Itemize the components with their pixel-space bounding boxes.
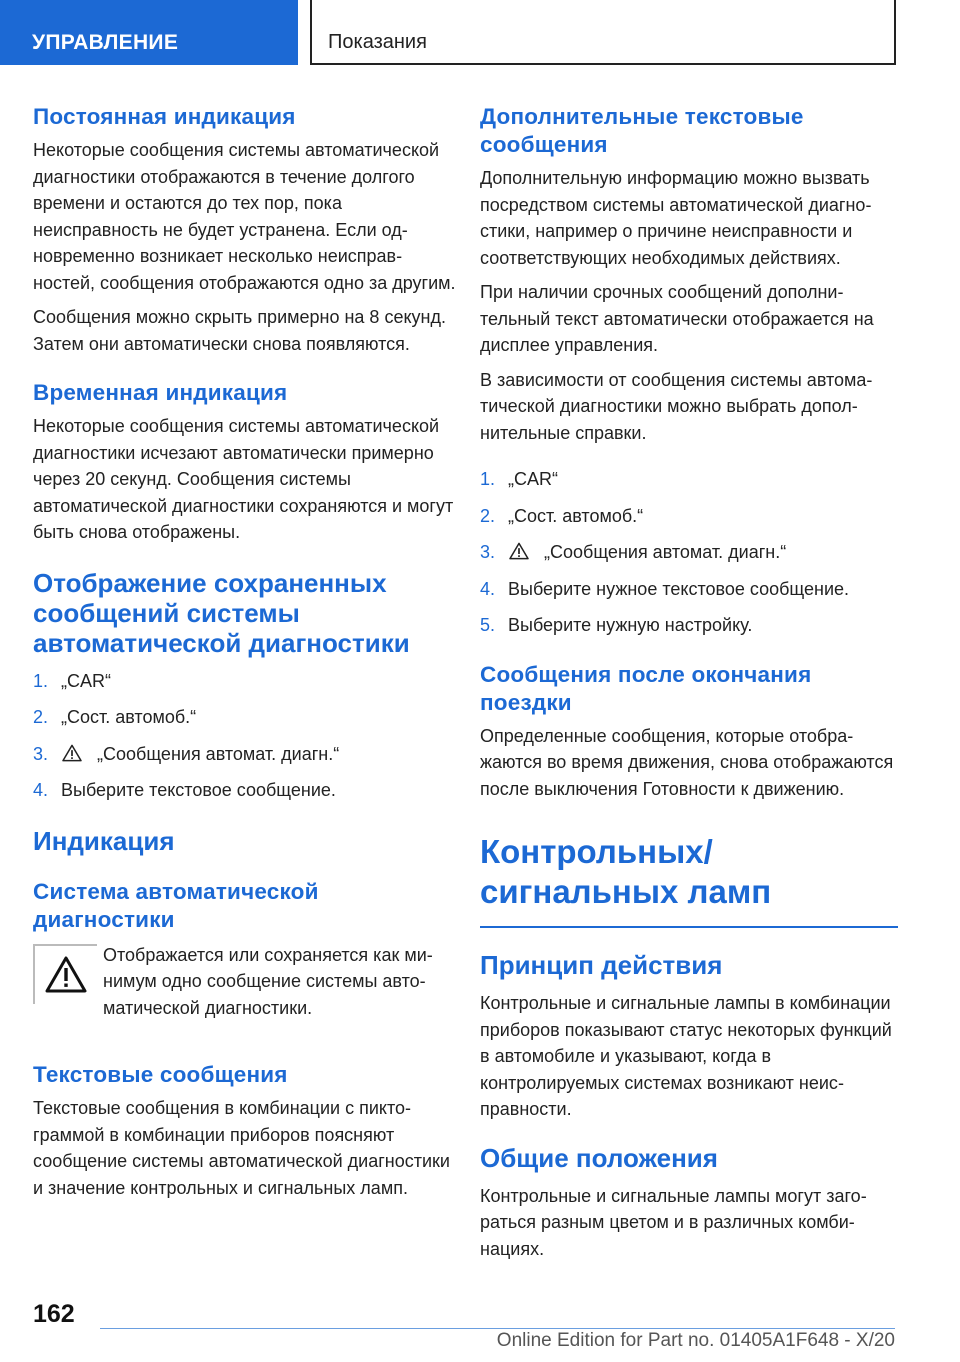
steps-list [33, 668, 458, 804]
list-item: 4. Выберите текстовое сообщение. [33, 780, 336, 800]
paragraph: Контрольные и сигнальные лампы в комбинации приборов показывают статус некоторых функций в автомобиле и указывают, когда в контролируемых системах возникают неисправности. [480, 993, 892, 1119]
heading-indication: Индикация [33, 825, 175, 856]
heading-permanent-indication: Постоянная индикация [33, 104, 296, 129]
heading-general: Общие положения [480, 1142, 718, 1173]
footer-rule [100, 1328, 895, 1329]
heading-indicator-warning-lights: Контрольных/сигнальных ламп [480, 833, 772, 910]
list-item: 3. „Сообщения автомат. диагн.“ [480, 542, 787, 562]
right-column [480, 103, 898, 1270]
paragraph: Определенные сообщения, которые отображаются во время движения, снова отображаются после выключения Готовности к движению. [480, 725, 894, 799]
paragraph: Текстовые сообщения в комбинации с пиктограммой в комбинации приборов поясняют сообщение системы автоматической диагностики и значение контрольных и сигнальных ламп. [33, 1098, 450, 1198]
heading-principle: Принцип действия [480, 950, 723, 980]
steps-list [480, 466, 898, 639]
heading-messages-after-trip: Сообщения после окончания поездки [480, 661, 812, 715]
paragraph: Некоторые сообщения системы автоматической диагностики исчезают автоматически примерно через 20 секунд. Сообщения системы автоматической диагностики сохраняются и могут быть снова отображены. [33, 416, 454, 542]
list-item: 1. „CAR“ [33, 670, 111, 691]
list-item: 4. Выберите нужное текстовое сообщение. [480, 578, 850, 599]
heading-text-messages: Текстовые сообщения [33, 1062, 288, 1087]
list-item: 1. „CAR“ [480, 469, 558, 489]
warning-triangle-icon [508, 542, 530, 560]
paragraph: Дополнительную информацию можно вызвать посредством системы автоматической диагностики, например о причине неисправности и соответствующих необходимых действиях. [480, 168, 872, 268]
heading-temporary-indication: Временная индикация [33, 380, 288, 405]
heading-additional-text-messages: Дополнительные текстовые сообщения [480, 104, 804, 157]
section-rule [480, 926, 898, 928]
section-tab: УПРАВЛЕНИЕ [0, 0, 298, 65]
paragraph: В зависимости от сообщения системы автоматической диагностики можно выбрать дополнительные справки. [480, 369, 873, 443]
paragraph: Отображается или сохраняется как минимум одно сообщение системы автоматической диагностики. [103, 944, 433, 1018]
left-column [33, 103, 458, 1209]
list-item: 2. „Сост. автомоб.“ [33, 707, 197, 727]
warning-triangle-icon [44, 955, 88, 995]
warning-note [33, 942, 458, 1022]
list-item: 3. „Сообщения автомат. диагн.“ [33, 743, 340, 764]
paragraph: Сообщения можно скрыть примерно на 8 секунд. Затем они автоматически снова появляются. [33, 307, 446, 354]
paragraph: При наличии срочных сообщений дополнительный текст автоматически отображается на дисплее управления. [480, 282, 874, 355]
chapter-title: Показания [310, 0, 896, 65]
paragraph: Некоторые сообщения системы автоматической диагностики отображаются в течение долгого времени и остаются до тех пор, пока неисправность не будет устранена. Если одновременно возникает несколько неисправностей, сообщения отображаются одно за другим. [33, 140, 456, 293]
paragraph: Контрольные и сигнальные лампы могут загораться разным цветом и в различных комбинациях. [480, 1185, 867, 1259]
footer-edition: Online Edition for Part no. 01405A1F648 - X/20 [496, 1330, 895, 1351]
warning-triangle-icon [61, 744, 83, 762]
list-item: 5. Выберите нужную настройку. [480, 615, 753, 635]
heading-show-saved-messages: Отображение сохраненных сообщений системы автоматической диагностики [33, 567, 410, 658]
warning-icon-frame [33, 944, 97, 1004]
list-item: 2. „Сост. автомоб.“ [480, 505, 644, 526]
page-number: 162 [33, 1300, 75, 1328]
heading-auto-diagnostic-system: Система автоматической диагностики [33, 878, 319, 932]
